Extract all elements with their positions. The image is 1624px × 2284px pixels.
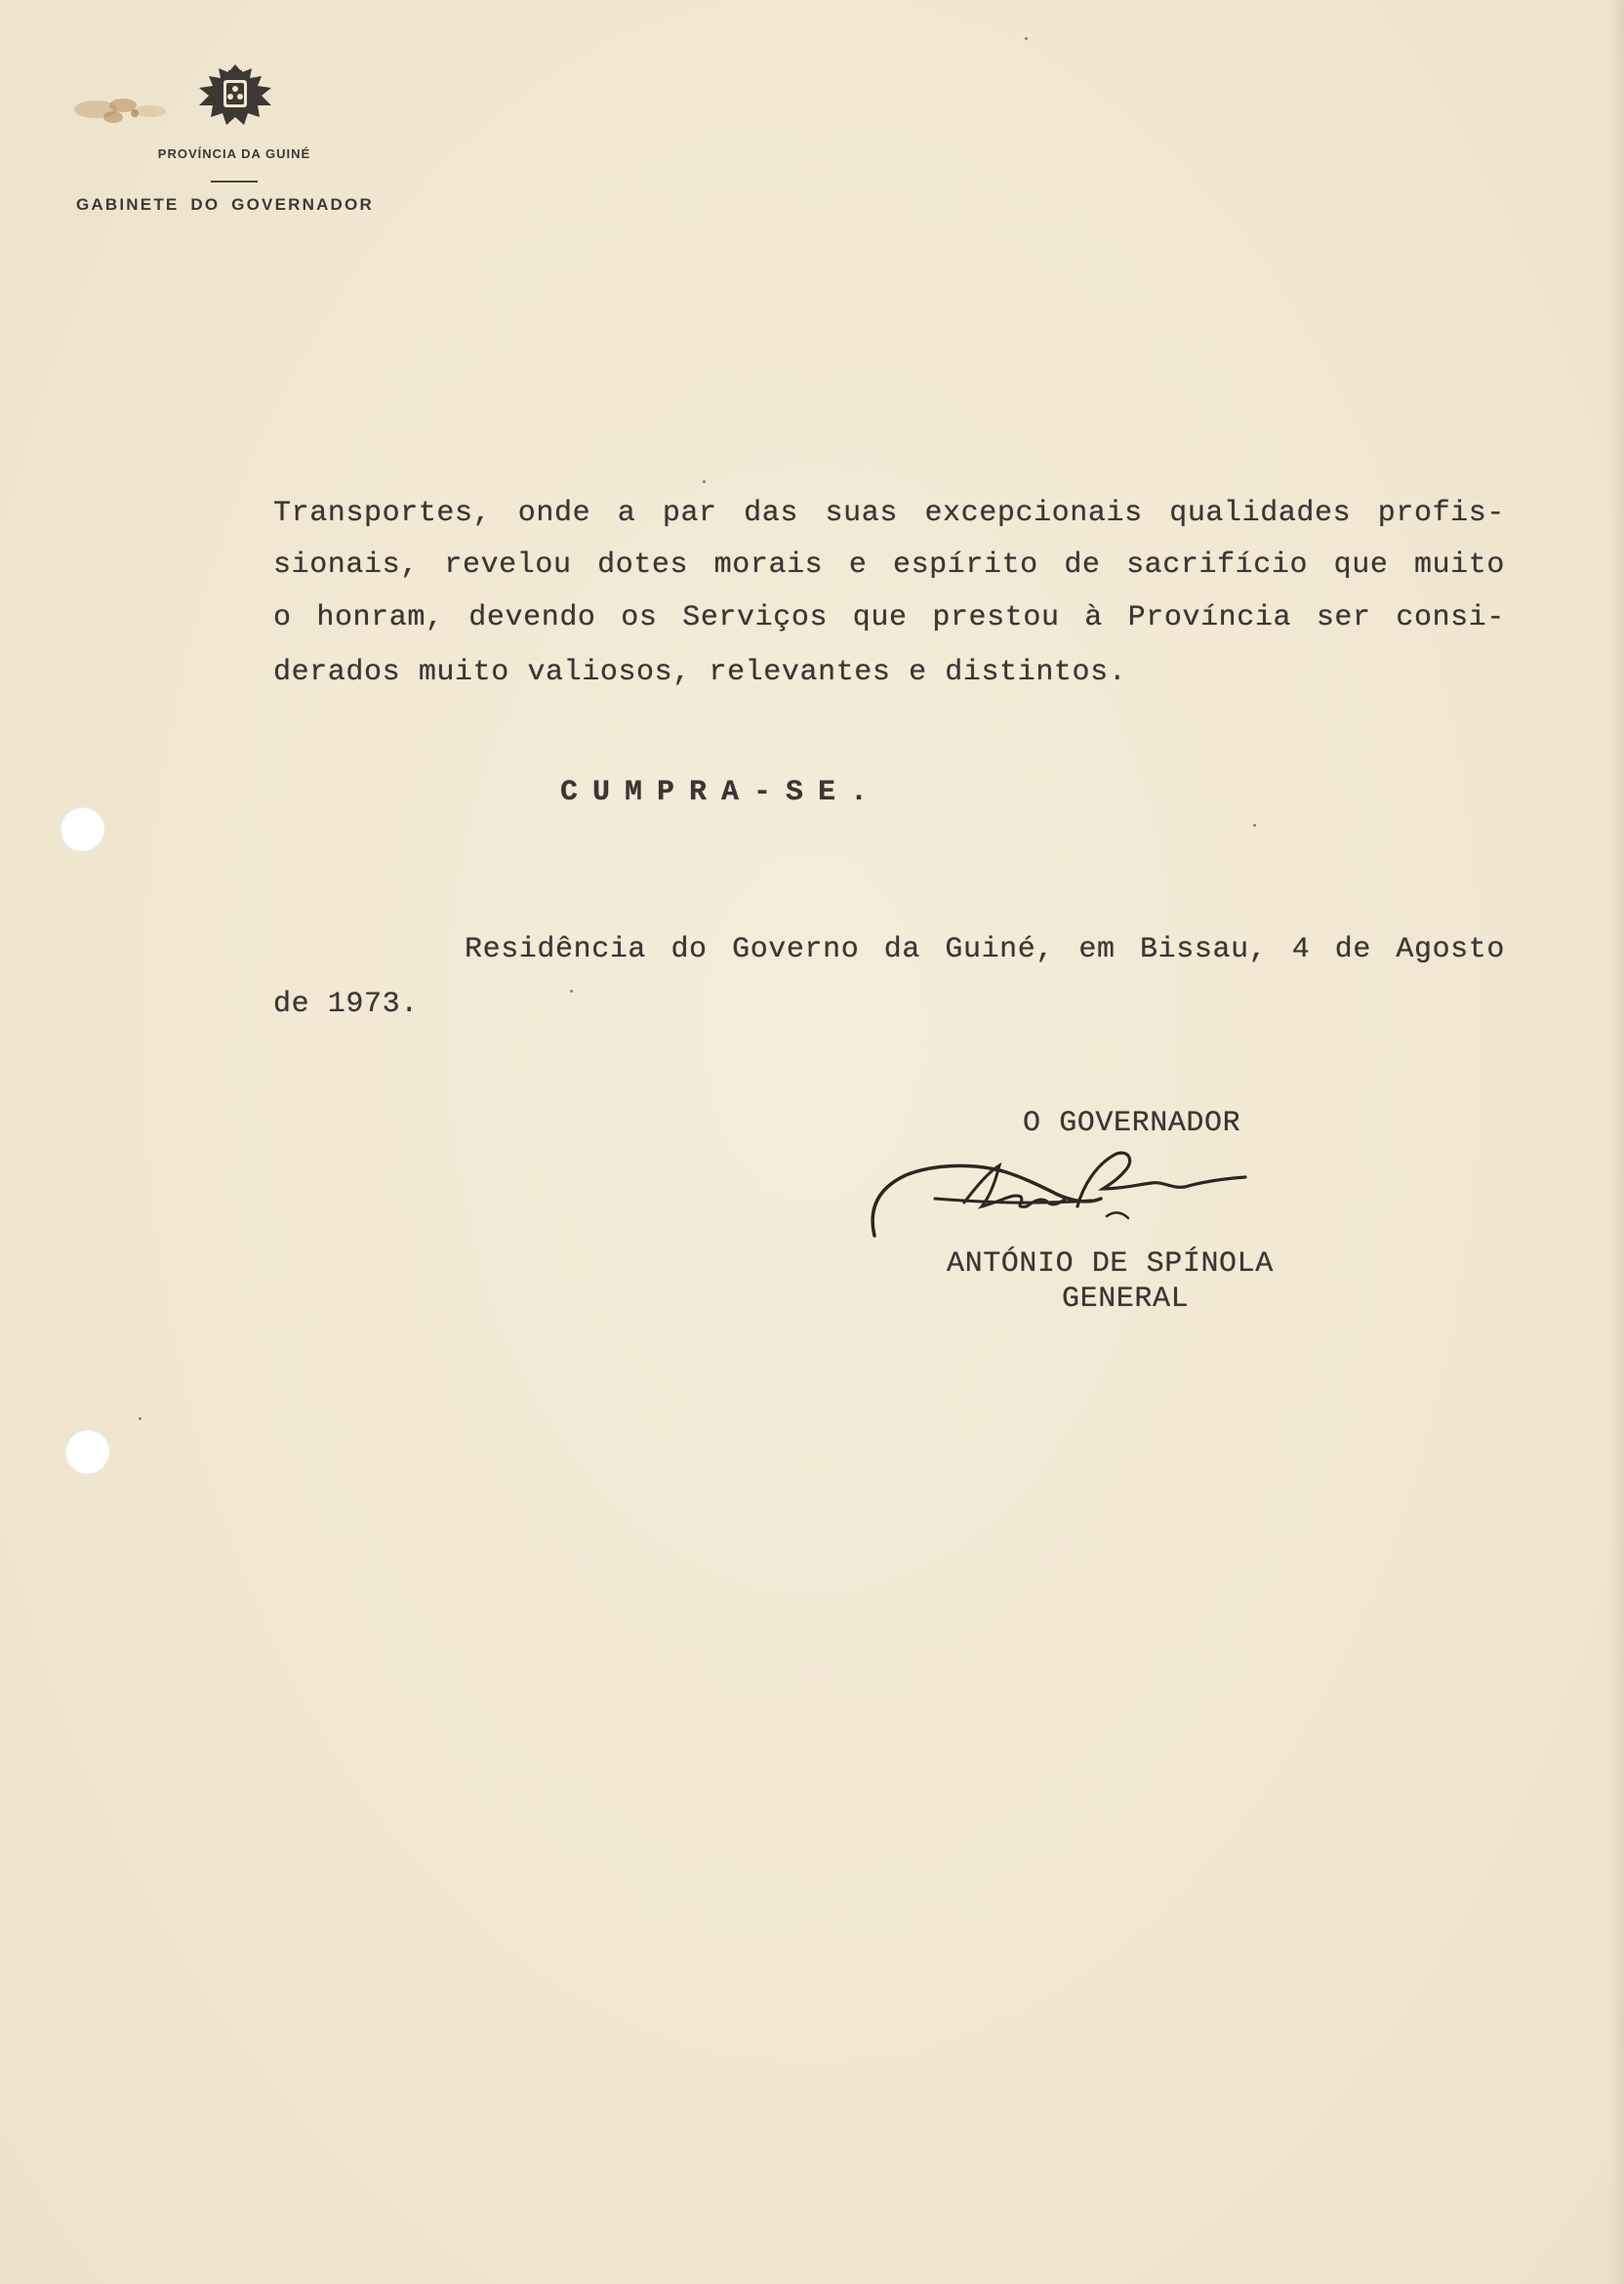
- paper-speck: [570, 990, 573, 993]
- letterhead-province: PROVÍNCIA DA GUINÉ: [157, 146, 311, 161]
- body-line-1: Transportes, onde a par das suas excepcionais qualidades profis-: [273, 497, 1505, 530]
- body-line-3: o honram, devendo os Serviços que prestou à Província ser consi-: [273, 601, 1505, 634]
- paper-speck: [1253, 824, 1256, 827]
- punch-hole-bottom: [64, 1429, 109, 1474]
- date-year: de 1973.: [273, 988, 419, 1021]
- paper-speck: [139, 1417, 142, 1420]
- signatory-title: O GOVERNADOR: [1023, 1107, 1241, 1140]
- paper-speck: [703, 480, 706, 483]
- order-directive: CUMPRA-SE.: [560, 776, 883, 809]
- place-date-line: Residência do Governo da Guiné, em Bissau, 4 de Agosto: [465, 933, 1505, 966]
- signatory-rank: GENERAL: [1062, 1283, 1190, 1316]
- punch-hole-top: [60, 806, 104, 851]
- handwritten-signature: [867, 1142, 1277, 1249]
- coat-of-arms-icon: [193, 62, 277, 127]
- letterhead-divider: [211, 181, 258, 183]
- body-line-2: sionais, revelou dotes morais e espírito de sacrifício que muito: [273, 549, 1505, 582]
- body-line-4: derados muito valiosos, relevantes e distintos.: [273, 656, 1127, 689]
- letterhead-office: GABINETE DO GOVERNADOR: [76, 195, 374, 214]
- signatory-name: ANTÓNIO DE SPÍNOLA: [947, 1247, 1274, 1281]
- stain-mark: [66, 92, 183, 129]
- paper-speck: [1025, 37, 1028, 40]
